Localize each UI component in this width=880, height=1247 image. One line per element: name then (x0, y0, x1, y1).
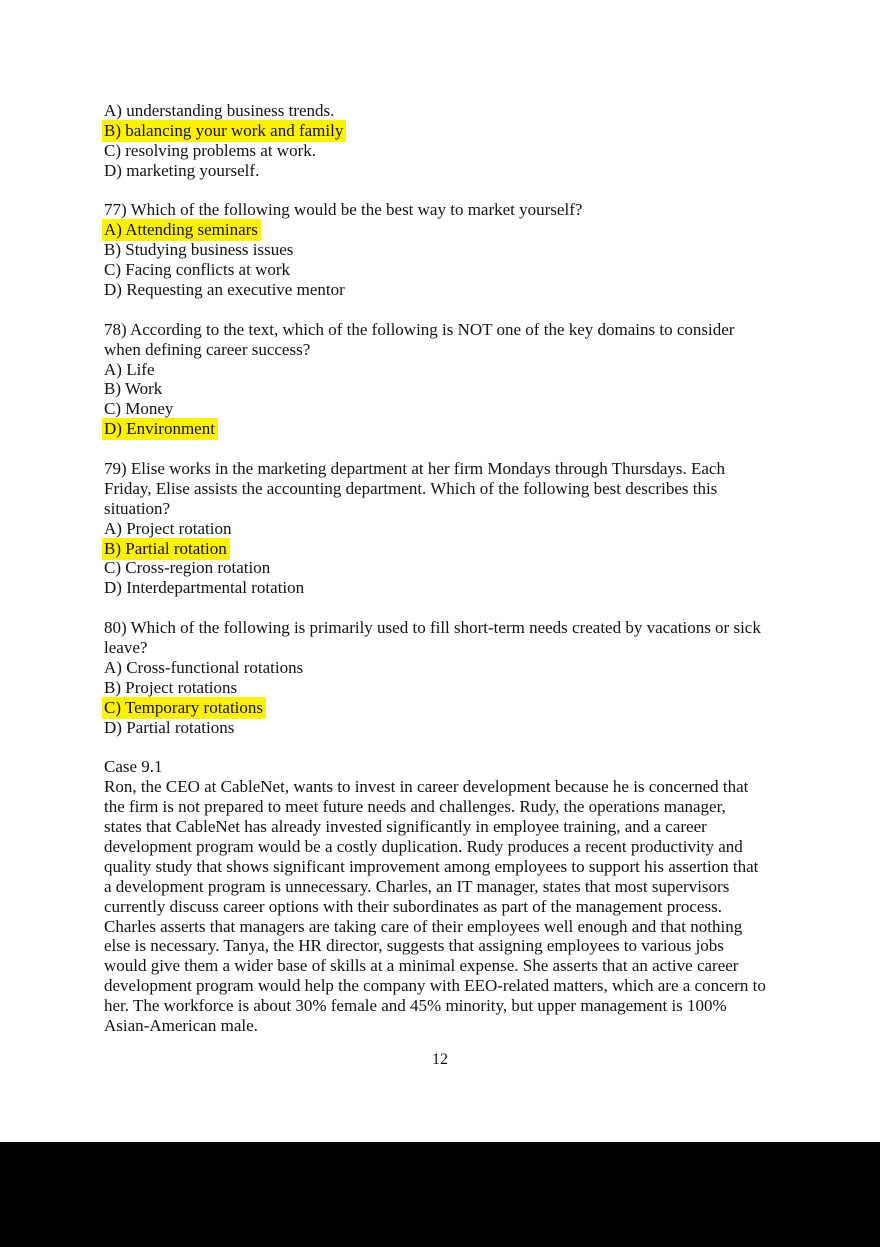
highlighted-text: C) Temporary rotations (102, 697, 266, 719)
answer-option-line: C) Money (104, 399, 174, 419)
highlighted-text: B) balancing your work and family (102, 120, 346, 142)
question-text-line: 80) Which of the following is primarily used to fill short-term needs created by vacations or sick (104, 618, 761, 638)
case-text-line: a development program is unnecessary. Charles, an IT manager, states that most supervisors (104, 876, 730, 896)
question-text-line: 77) Which of the following would be the best way to market yourself? (104, 200, 583, 220)
answer-option-line: B) Studying business issues (104, 240, 294, 260)
case-9-1 (104, 757, 776, 1035)
case-text-line: Asian-American male. (104, 1015, 258, 1035)
answer-option-line: C) Cross-region rotation (104, 558, 271, 578)
answer-option-line-highlighted (104, 220, 776, 240)
case-text-line: would give them a wider base of skills at a minimal expense. She asserts that an active career (104, 956, 739, 976)
answer-option-line: B) Project rotations (104, 677, 238, 697)
answer-option-line: C) resolving problems at work. (104, 140, 316, 160)
case-text-line: development program would be a costly duplication. Rudy produces a recent productivity and (104, 836, 743, 856)
case-text-line: quality study that shows significant improvement among employees to support his assertion that (104, 856, 759, 876)
highlighted-text: A) Attending seminars (102, 219, 261, 241)
answer-option-line-highlighted (104, 121, 776, 141)
answer-option-line: C) Facing conflicts at work (104, 260, 291, 280)
answer-option-line-highlighted (104, 698, 776, 718)
answer-option-line: D) Partial rotations (104, 717, 235, 737)
page-content (104, 101, 776, 1056)
answer-option-line: B) Work (104, 379, 163, 399)
question-78 (104, 320, 776, 439)
case-text-line: the firm is not prepared to meet future needs and challenges. Rudy, the operations manager, (104, 797, 726, 817)
answer-option-line: A) Project rotation (104, 518, 232, 538)
answer-option-line-highlighted (104, 539, 776, 559)
case-text-line: Charles asserts that managers are taking care of their employees well enough and that nothing (104, 916, 743, 936)
answer-option-line: A) understanding business trends. (104, 101, 335, 120)
answer-option-line: D) Requesting an executive mentor (104, 280, 345, 300)
question-76-options (104, 101, 776, 181)
question-79 (104, 459, 776, 598)
page-number: 12 (432, 1051, 448, 1068)
case-title-line: Case 9.1 (104, 757, 163, 777)
question-text-line: 79) Elise works in the marketing department at her firm Mondays through Thursdays. Each (104, 459, 725, 479)
question-text-line: Friday, Elise assists the accounting department. Which of the following best describes this (104, 478, 718, 498)
answer-option-line: A) Life (104, 359, 155, 379)
question-text-line: situation? (104, 498, 171, 518)
question-80 (104, 618, 776, 737)
case-text-line: currently discuss career options with their subordinates as part of the management process. (104, 896, 722, 916)
question-text-line: 78) According to the text, which of the following is NOT one of the key domains to consider (104, 319, 735, 339)
case-text-line: her. The workforce is about 30% female and 45% minority, but upper management is 100% (104, 996, 727, 1016)
highlighted-text: D) Environment (102, 418, 218, 440)
question-77 (104, 200, 776, 299)
answer-option-line-highlighted (104, 419, 776, 439)
answer-option-line: D) Interdepartmental rotation (104, 578, 305, 598)
answer-option-line: D) marketing yourself. (104, 160, 260, 180)
question-text-line: when defining career success? (104, 339, 311, 359)
highlighted-text: B) Partial rotation (102, 538, 230, 560)
case-text-line: else is necessary. Tanya, the HR director, suggests that assigning employees to various jobs (104, 936, 724, 956)
answer-option-line: A) Cross-functional rotations (104, 657, 304, 677)
case-text-line: Ron, the CEO at CableNet, wants to invest in career development because he is concerned that (104, 777, 749, 797)
case-text-line: states that CableNet has already invested significantly in employee training, and a career (104, 817, 707, 837)
case-text-line: development program would help the company with EEO-related matters, which are a concern to (104, 976, 766, 996)
question-text-line: leave? (104, 638, 148, 658)
